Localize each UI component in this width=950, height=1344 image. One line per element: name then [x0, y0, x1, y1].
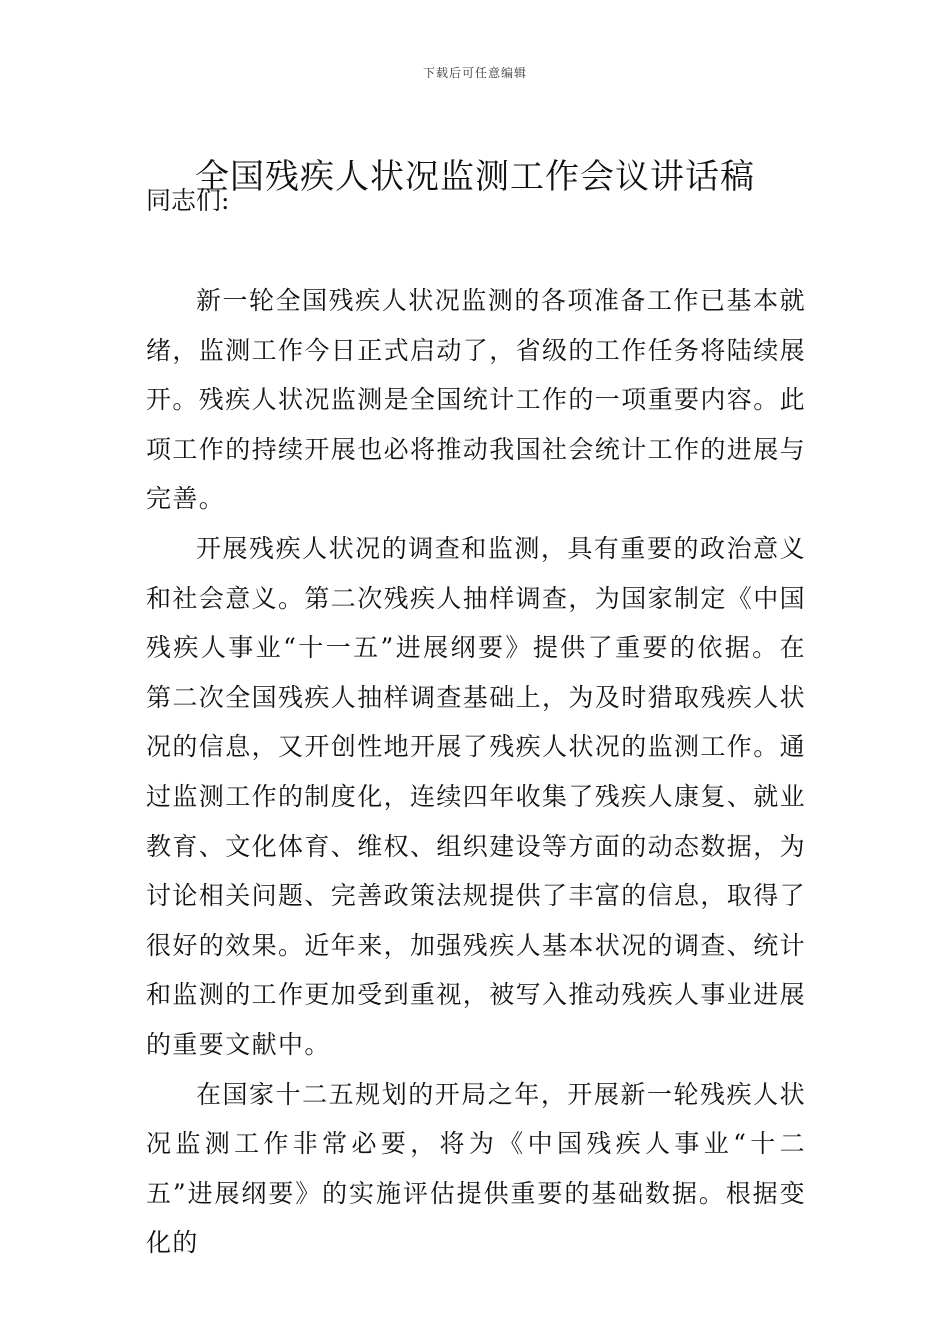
paragraph: 在国家十二五规划的开局之年，开展新一轮残疾人状况监测工作非常必要，将为《中国残疾人事业“十二五”进展纲要》的实施评估提供重要的基础数据。根据变化的 [146, 1079, 806, 1258]
salutation: 同志们: [146, 186, 230, 215]
paragraph: 新一轮全国残疾人状况监测的各项准备工作已基本就绪，监测工作今日正式启动了，省级的工作任务将陆续展开。残疾人状况监测是全国统计工作的一项重要内容。此项工作的持续开展也必将推动我国社会统计工作的进展与完善。 [146, 286, 807, 514]
paragraph: 开展残疾人状况的调查和监测，具有重要的政治意义和社会意义。第二次残疾人抽样调查，为国家制定《中国残疾人事业“十一五”进展纲要》提供了重要的依据。在第二次全国残疾人抽样调查基础上，为及时猎取残疾人状况的信息，又开创性地开展了残疾人状况的监测工作。通过监测工作的制度化，连续四年收集了残疾人康复、就业教育、文化体育、维权、组织建设等方面的动态数据，为讨论相关问题、完善政策法规提供了丰富的信息，取得了很好的效果。近年来，加强残疾人基本状况的调查、统计和监测的工作更加受到重视，被写入推动残疾人事业进展的重要文献中。 [146, 533, 807, 1059]
body-text [146, 276, 806, 1268]
document-title: 全国残疾人状况监测工作会议讲话稿 [195, 156, 755, 197]
header-note: 下载后可任意编辑 [422, 66, 527, 80]
